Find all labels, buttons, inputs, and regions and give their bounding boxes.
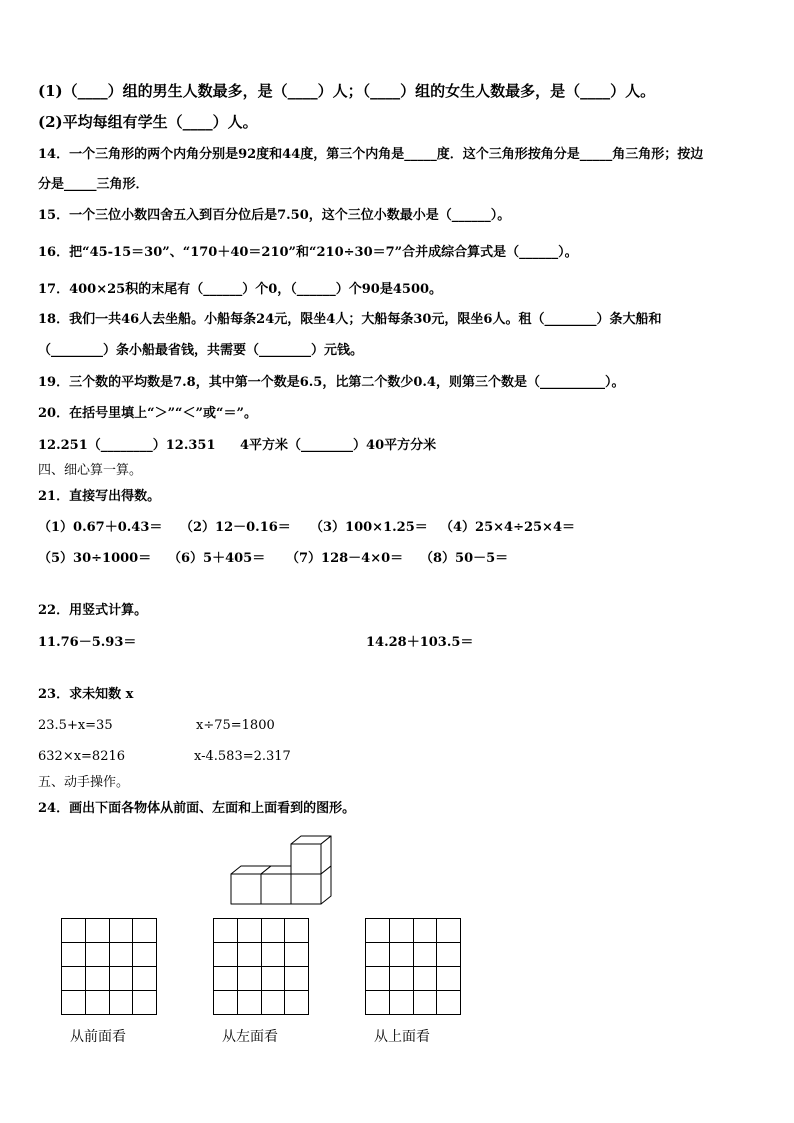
problem-15: 15．一个三位小数四舍五入到百分位后是7.50，这个三位小数最小是（______）。 — [38, 208, 511, 223]
calc-5: （5）30÷1000＝ — [38, 551, 152, 566]
problem-18-line-2: （________）条小船最省钱，共需要（________）元钱。 — [38, 343, 364, 358]
problem-14-line-2: 分是_____三角形． — [38, 177, 149, 192]
problem-14-line-1: 14．一个三角形的两个内角分别是92度和44度，第三个内角是_____度．这个三角形按角分是_____角三角形；按边 — [38, 147, 704, 162]
equation-2: x÷75=1800 — [196, 718, 275, 733]
grid-left-view[interactable] — [213, 918, 309, 1015]
problem-24: 24．画出下面各物体从前面、左面和上面看到的图形。 — [38, 801, 356, 816]
problem-13-part-2: (2)平均每组有学生（____）人。 — [38, 113, 258, 131]
problem-13-part-1: (1)（____）组的男生人数最多，是（____）人；（____）组的女生人数最多，是（____）人。 — [38, 82, 656, 100]
problem-18-line-1: 18．我们一共46人去坐船。小船每条24元，限坐4人；大船每条30元，限坐6人。租（________）条大船和 — [38, 312, 662, 327]
calc-3: （3）100×1.25＝ — [310, 520, 428, 535]
vertical-calc-2: 14.28＋103.5＝ — [366, 635, 474, 650]
problem-22: 22．用竖式计算。 — [38, 603, 148, 618]
problem-23: 23．求未知数 x — [38, 687, 134, 702]
caption-left-view: 从左面看 — [222, 1029, 278, 1045]
equation-4: x-4.583=2.317 — [194, 749, 291, 764]
problem-17: 17．400×25积的末尾有（______）个0，（______）个90是4500。 — [38, 282, 443, 297]
vertical-calc-1: 11.76－5.93＝ — [38, 635, 137, 650]
calc-6: （6）5＋405＝ — [168, 551, 266, 566]
grid-front-view[interactable] — [61, 918, 157, 1015]
grid-top-view[interactable] — [365, 918, 461, 1015]
equation-1: 23.5+x=35 — [38, 718, 113, 733]
section-4-heading: 四、细心算一算。 — [38, 463, 143, 478]
problem-16: 16．把“45-15＝30”、“170＋40＝210”和“210÷30＝7”合并成综合算式是（______）。 — [38, 245, 578, 260]
problem-19: 19．三个数的平均数是7.8，其中第一个数是6.5，比第二个数少0.4，则第三个数是（__________）。 — [38, 375, 625, 390]
caption-front-view: 从前面看 — [70, 1029, 126, 1045]
calc-2: （2）12－0.16＝ — [180, 520, 291, 535]
problem-20-compare-2: 4平方米（________）40平方分米 — [240, 438, 437, 453]
problem-20: 20．在括号里填上“＞”“＜”或“＝”。 — [38, 406, 257, 421]
caption-top-view: 从上面看 — [374, 1029, 430, 1045]
section-5-heading: 五、动手操作。 — [38, 775, 130, 790]
calc-8: （8）50－5＝ — [420, 551, 509, 566]
problem-21: 21．直接写出得数。 — [38, 489, 161, 504]
calc-1: （1）0.67＋0.43＝ — [38, 520, 163, 535]
calc-4: （4）25×4÷25×4＝ — [440, 520, 575, 535]
cube-stack-figure — [225, 830, 345, 912]
equation-3: 632×x=8216 — [38, 749, 126, 764]
calc-7: （7）128－4×0＝ — [286, 551, 404, 566]
problem-20-compare-1: 12.251（________）12.351 — [38, 438, 216, 453]
